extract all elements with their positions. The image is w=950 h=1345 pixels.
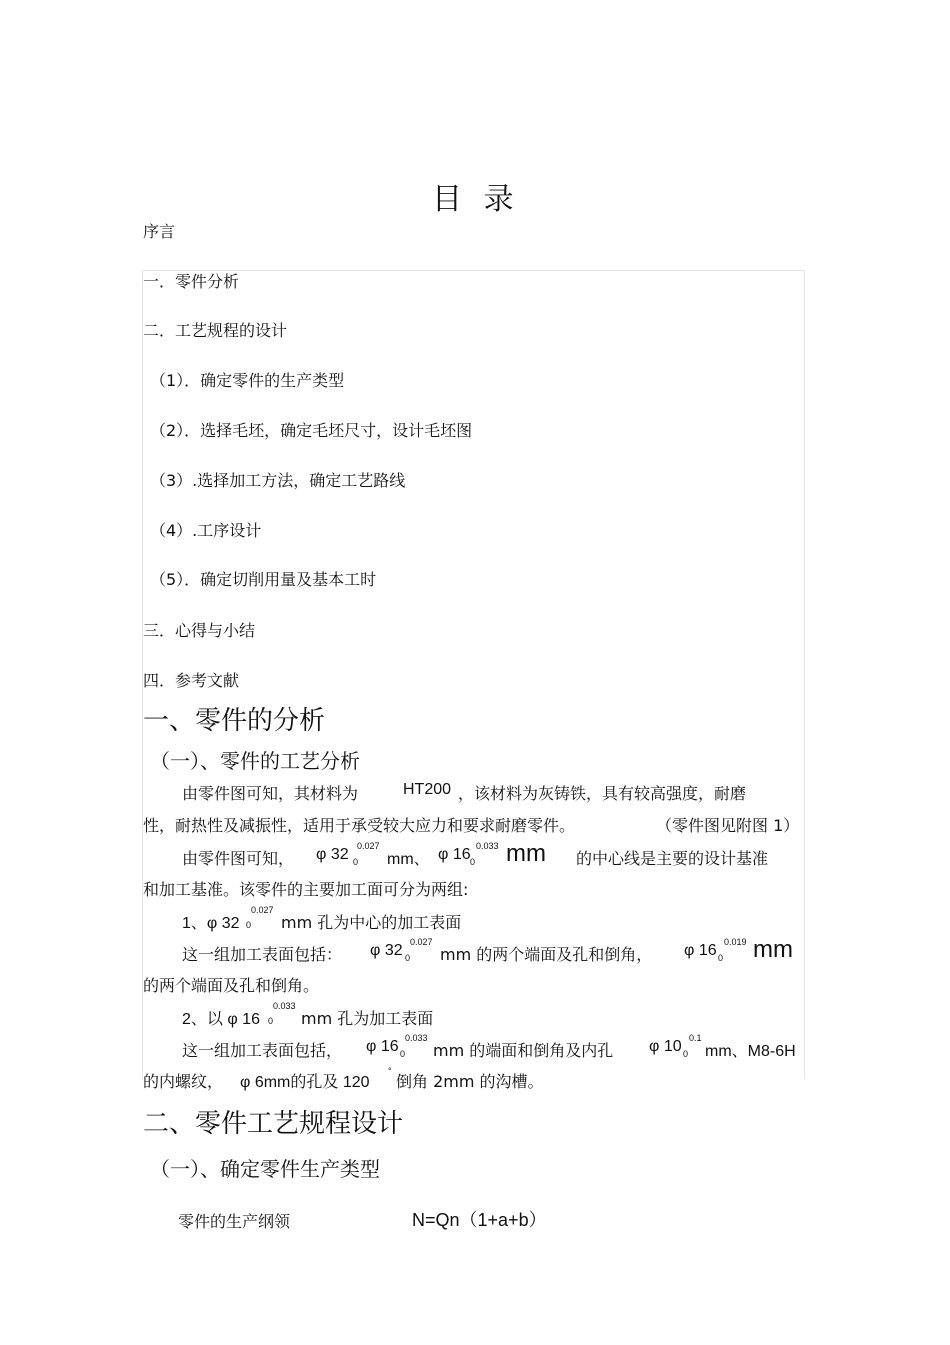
- unit-text: mm: [506, 840, 546, 867]
- tolerance-lower: 0: [353, 857, 359, 867]
- unit-text: mm、: [387, 851, 430, 868]
- dimension-value: φ 32: [370, 942, 403, 959]
- toc-item: 二．工艺规程的设计: [143, 321, 288, 340]
- paragraph-text: 这一组加工表面包括：: [182, 945, 343, 964]
- paragraph-text: 和加工基准。该零件的主要加工面可分为两组:: [143, 880, 469, 899]
- tolerance-lower: 0: [470, 857, 476, 867]
- dimension-value: φ 16: [366, 1038, 399, 1055]
- paragraph-text: φ 6mm的孔及 120: [240, 1074, 370, 1091]
- material-code: HT200: [403, 781, 452, 798]
- toc-item: （3）.选择加工方法，确定工艺路线: [150, 471, 406, 490]
- tolerance-upper: 0.033: [405, 1033, 428, 1043]
- unit-text: mm: [753, 936, 793, 963]
- toc-item: （4）.工序设计: [150, 521, 262, 540]
- paragraph-text: 由零件图可知，其材料为: [182, 784, 359, 803]
- list-item-text: mm 孔为加工表面: [301, 1009, 434, 1028]
- list-item: 2、以 φ 16: [182, 1011, 260, 1028]
- tolerance-lower: 0: [683, 1049, 689, 1059]
- formula-label: 零件的生产纲领: [178, 1212, 291, 1231]
- paragraph-text: 性，耐热性及减振性，适用于承受较大应力和要求耐磨零件。: [143, 816, 576, 835]
- paragraph-text: 倒角 2mm 的沟槽。: [396, 1072, 544, 1091]
- subsection-heading: （一）、零件的工艺分析: [150, 749, 360, 773]
- dimension-value: φ 16: [438, 846, 471, 863]
- degree-symbol: °: [388, 1066, 392, 1076]
- subsection-heading: （一）、确定零件生产类型: [150, 1157, 380, 1181]
- paragraph-text: 的内螺纹，: [143, 1072, 224, 1091]
- tolerance-lower: 0: [246, 920, 252, 930]
- paragraph-text: ，该材料为灰铸铁，具有较高强度，耐磨: [458, 784, 747, 803]
- tolerance-upper: 0.027: [357, 841, 380, 851]
- tolerance-upper: 0.027: [251, 905, 274, 915]
- paragraph-text: mm 的两个端面及孔和倒角，: [440, 945, 653, 964]
- toc-item: （1）．确定零件的生产类型: [150, 371, 345, 390]
- paragraph-text: 的中心线是主要的设计基准: [576, 849, 769, 868]
- toc-item: （2）．选择毛坯，确定毛坯尺寸，设计毛坯图: [150, 421, 473, 440]
- tolerance-lower: 0: [718, 953, 724, 963]
- page-title: 目 录: [432, 182, 520, 217]
- tolerance-upper: 0.019: [724, 937, 747, 947]
- dimension-value: φ 16: [684, 942, 717, 959]
- tolerance-upper: 0.027: [410, 937, 433, 947]
- section-heading: 一、零件的分析: [143, 706, 326, 736]
- dimension-value: φ 10: [649, 1038, 682, 1055]
- figure-reference: （零件图见附图 1）: [656, 816, 800, 835]
- tolerance-upper: 0.1: [689, 1033, 702, 1043]
- paragraph-text: 这一组加工表面包括，: [182, 1041, 343, 1060]
- tolerance-upper: 0.033: [273, 1001, 296, 1011]
- thread-spec: mm、M8-6H: [705, 1043, 796, 1060]
- list-item-text: mm 孔为中心的加工表面: [281, 913, 462, 932]
- tolerance-lower: 0: [405, 953, 411, 963]
- toc-item: 序言: [143, 222, 176, 241]
- tolerance-upper: 0.033: [476, 841, 499, 851]
- section-heading: 二、零件工艺规程设计: [143, 1109, 404, 1139]
- toc-item: （5）．确定切削用量及基本工时: [150, 570, 377, 589]
- paragraph-text: 由零件图可知，: [182, 849, 295, 868]
- dimension-value: φ 32: [316, 846, 349, 863]
- formula: N=Qn（1+a+b）: [412, 1210, 547, 1230]
- toc-item: 一．零件分析: [143, 272, 240, 291]
- paragraph-text: 的两个端面及孔和倒角。: [143, 976, 320, 995]
- paragraph-text: mm 的端面和倒角及内孔: [433, 1041, 614, 1060]
- tolerance-lower: 0: [268, 1016, 274, 1026]
- toc-item: 四．参考文献: [143, 671, 240, 690]
- toc-item: 三．心得与小结: [143, 621, 256, 640]
- tolerance-lower: 0: [400, 1049, 406, 1059]
- list-item: 1、φ 32: [182, 915, 240, 932]
